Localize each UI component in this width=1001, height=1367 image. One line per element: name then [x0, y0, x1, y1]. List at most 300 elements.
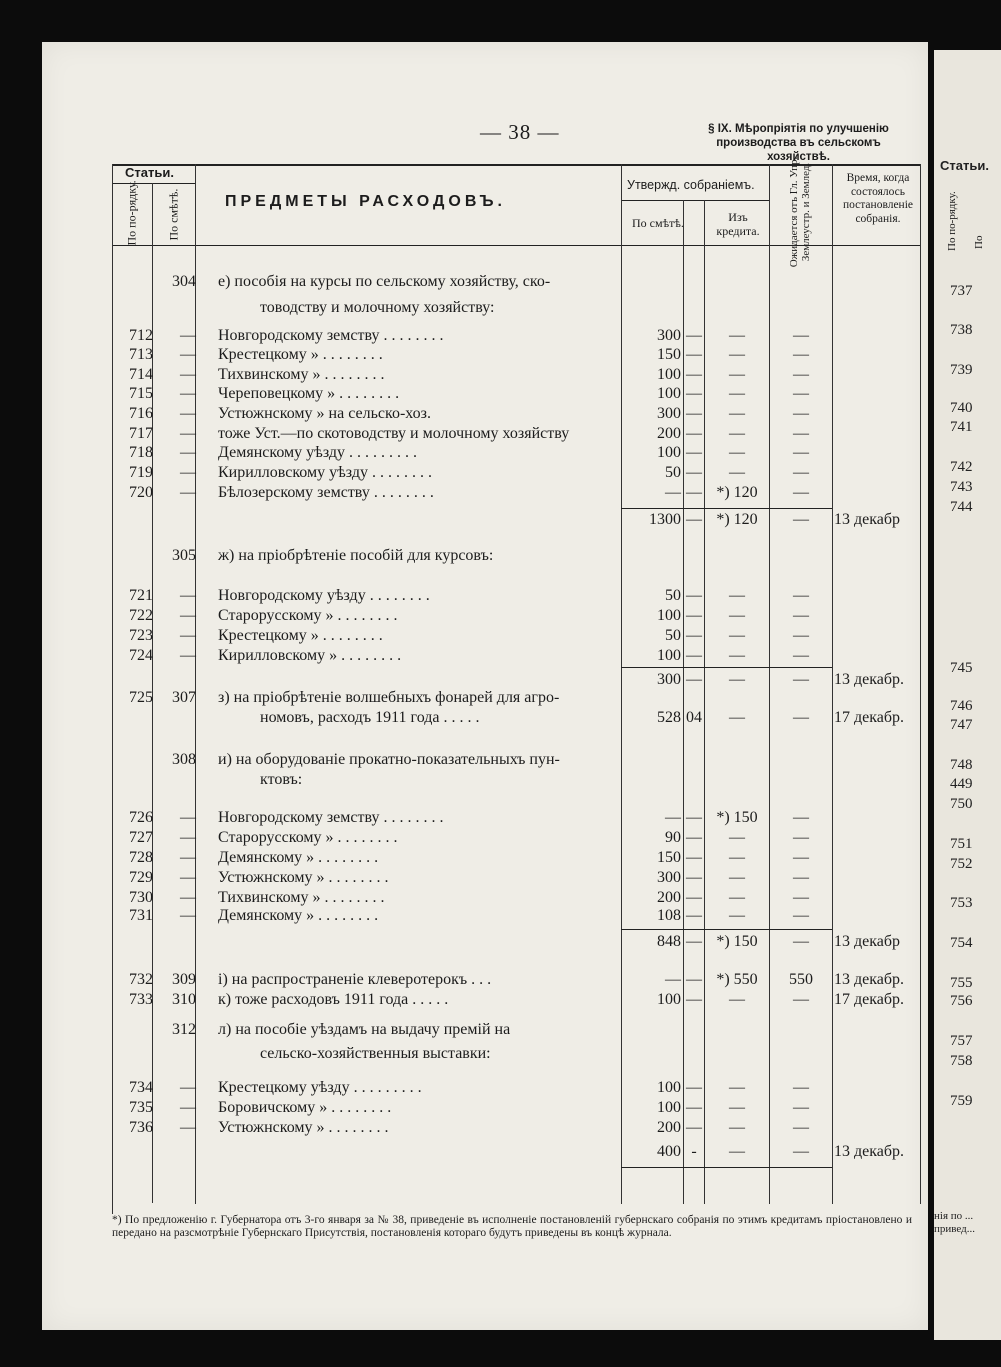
decision-date — [834, 298, 924, 317]
next-page-row-number: 740 — [950, 400, 973, 416]
amount-credit: — — [729, 907, 745, 924]
amount-kopecks: 04 — [686, 709, 702, 726]
next-page-row-number: 754 — [950, 935, 973, 951]
row-number: 727 — [129, 829, 153, 846]
amount-expected: — — [793, 671, 809, 688]
amount-expected: — — [793, 385, 809, 402]
page-number: — 38 — — [480, 120, 560, 144]
row-number: 723 — [129, 627, 153, 644]
amount-expected: — — [793, 366, 809, 383]
amount-expected: — — [793, 405, 809, 422]
amount-expected: — — [793, 849, 809, 866]
expense-item: тоже Уст.—по скотоводству и молочному хозяйству — [218, 425, 570, 442]
expense-item: Кирилловскому » . . . . . . . . — [218, 647, 402, 664]
expense-item: товодству и молочному хозяйству: — [260, 299, 495, 316]
smeta-number: — — [180, 366, 196, 383]
amount-kopecks: — — [686, 971, 702, 988]
amount-approved: 50 — [665, 587, 681, 604]
next-page-row-number: 752 — [950, 856, 973, 872]
header-predmety: ПРЕДМЕТЫ РАСХОДОВЪ. — [225, 193, 506, 210]
next-page-row-number: 745 — [950, 660, 973, 676]
amount-expected: — — [793, 444, 809, 461]
expense-item: номовъ, расходъ 1911 года . . . . . — [260, 709, 480, 726]
amount-expected — [770, 1020, 832, 1039]
amount-credit: — — [729, 627, 745, 644]
amount-kopecks: — — [686, 464, 702, 481]
row-number — [113, 298, 153, 317]
amount-kopecks: — — [686, 1099, 702, 1116]
section-title: § IX. Мѣропріятія по улучшенію производства въ сельскомъ хозяйствѣ. — [708, 123, 889, 163]
row-number — [113, 272, 153, 291]
next-page-row-number: 750 — [950, 796, 973, 812]
amount-expected: — — [793, 991, 809, 1008]
amount-kopecks: - — [691, 1143, 697, 1160]
row-number — [113, 670, 153, 689]
next-page-row-number: 747 — [950, 717, 973, 733]
row-number: 721 — [129, 587, 153, 604]
expense-item: Новгородскому земству . . . . . . . . — [218, 809, 444, 826]
expense-item: і) на распространеніе клеверотерокъ . . . — [218, 971, 492, 988]
amount-approved: 150 — [657, 849, 681, 866]
amount-expected — [770, 272, 832, 291]
amount-credit — [705, 750, 769, 769]
amount-credit: — — [729, 587, 745, 604]
decision-date — [834, 326, 924, 345]
amount-approved — [621, 546, 681, 565]
amount-credit — [705, 1020, 769, 1039]
header-iz-kredita: Изъ кредита. — [716, 210, 760, 238]
amount-approved: 200 — [657, 425, 681, 442]
amount-expected: — — [793, 607, 809, 624]
smeta-number: — — [180, 444, 196, 461]
row-number: 729 — [129, 869, 153, 886]
expense-item: Новгородскому земству . . . . . . . . — [218, 327, 444, 344]
smeta-number: 305 — [172, 547, 196, 564]
amount-kopecks: — — [686, 869, 702, 886]
amount-expected: — — [793, 484, 809, 501]
amount-credit — [705, 1044, 769, 1063]
amount-kopecks: — — [686, 829, 702, 846]
amount-expected: — — [793, 511, 809, 528]
row-number — [113, 708, 153, 727]
amount-approved: 200 — [657, 889, 681, 906]
header-po-poryadku: По по-рядку. — [124, 180, 139, 246]
amount-credit: — — [729, 405, 745, 422]
amount-approved: 100 — [657, 366, 681, 383]
smeta-number: — — [180, 346, 196, 363]
row-number — [113, 932, 153, 951]
amount-credit — [705, 546, 769, 565]
amount-expected: — — [793, 869, 809, 886]
expense-item: Череповецкому » . . . . . . . . — [218, 385, 400, 402]
decision-date — [834, 868, 924, 887]
header-ozhidaetsya: Ожидается отъ Гл. Упр. Землеустр. и Землед. — [788, 156, 812, 268]
decision-date — [834, 1098, 924, 1117]
amount-expected: — — [793, 1119, 809, 1136]
amount-approved: 200 — [657, 1119, 681, 1136]
amount-credit: — — [729, 709, 745, 726]
amount-approved: 150 — [657, 346, 681, 363]
row-number: 719 — [129, 464, 153, 481]
amount-kopecks — [684, 298, 704, 317]
smeta-number: — — [180, 627, 196, 644]
expense-item: Устюжнскому » . . . . . . . . — [218, 869, 389, 886]
amount-kopecks — [684, 770, 704, 789]
amount-approved: 100 — [657, 385, 681, 402]
amount-kopecks: — — [686, 366, 702, 383]
amount-approved — [621, 1020, 681, 1039]
amount-approved: 100 — [657, 1079, 681, 1096]
next-page-row-number: 751 — [950, 836, 973, 852]
amount-kopecks — [684, 750, 704, 769]
amount-kopecks: — — [686, 425, 702, 442]
row-number: 713 — [129, 346, 153, 363]
amount-expected — [770, 298, 832, 317]
decision-date — [834, 443, 924, 462]
decision-date — [834, 424, 924, 443]
subtotal-line-2 — [621, 667, 832, 668]
col-divider-7 — [832, 164, 833, 1204]
smeta-number — [153, 298, 196, 317]
amount-credit: *) 150 — [716, 809, 758, 826]
decision-date — [834, 345, 924, 364]
subtotal-line-3 — [621, 929, 832, 930]
amount-credit: — — [729, 607, 745, 624]
row-number: 720 — [129, 484, 153, 501]
row-number: 728 — [129, 849, 153, 866]
next-page-row-number: 748 — [950, 757, 973, 773]
amount-approved: 400 — [657, 1143, 681, 1160]
row-number: 718 — [129, 444, 153, 461]
row-number: 736 — [129, 1119, 153, 1136]
smeta-number: — — [180, 607, 196, 624]
amount-expected: — — [793, 464, 809, 481]
amount-approved — [621, 750, 681, 769]
expense-item: Устюжнскому » . . . . . . . . — [218, 1119, 389, 1136]
amount-kopecks — [684, 272, 704, 291]
amount-kopecks: — — [686, 385, 702, 402]
amount-credit: — — [729, 346, 745, 363]
amount-approved: 100 — [657, 607, 681, 624]
amount-credit: — — [729, 425, 745, 442]
decision-date — [834, 1078, 924, 1097]
amount-approved: 100 — [657, 1099, 681, 1116]
next-page-row-number: 739 — [950, 362, 973, 378]
decision-date — [834, 384, 924, 403]
smeta-number: — — [180, 1099, 196, 1116]
amount-credit — [705, 272, 769, 291]
smeta-number: — — [180, 849, 196, 866]
row-number: 735 — [129, 1099, 153, 1116]
expense-item: Старорусскому » . . . . . . . . — [218, 607, 398, 624]
amount-kopecks: — — [686, 933, 702, 950]
expense-item: Демянскому уѣзду . . . . . . . . . — [218, 444, 417, 461]
row-number: 722 — [129, 607, 153, 624]
header-vremya: Время, когда состоялось постановленіе собранія. — [842, 172, 914, 225]
amount-kopecks — [684, 688, 704, 707]
row-number: 717 — [129, 425, 153, 442]
decision-date — [834, 906, 924, 925]
amount-expected: — — [793, 425, 809, 442]
expense-item: Демянскому » . . . . . . . . — [218, 907, 379, 924]
row-number — [113, 1044, 153, 1063]
smeta-number: — — [180, 385, 196, 402]
amount-approved: 1300 — [649, 511, 681, 528]
next-page-row-number: 759 — [950, 1093, 973, 1109]
amount-approved: 300 — [657, 405, 681, 422]
expense-item: Кирилловскому уѣзду . . . . . . . . — [218, 464, 432, 481]
smeta-number: 307 — [172, 689, 196, 706]
amount-approved: 300 — [657, 327, 681, 344]
amount-expected — [770, 546, 832, 565]
next-page-row-number: 755 — [950, 975, 973, 991]
amount-credit: *) 120 — [716, 511, 758, 528]
next-page-row-number: 746 — [950, 698, 973, 714]
amount-expected: — — [793, 907, 809, 924]
next-page-row-number: 742 — [950, 459, 973, 475]
amount-kopecks: — — [686, 587, 702, 604]
decision-date — [834, 770, 924, 789]
row-number: 734 — [129, 1079, 153, 1096]
header-utverzhd: Утвержд. собраніемъ. — [627, 178, 755, 192]
amount-expected — [770, 688, 832, 707]
subtotal-line-1 — [621, 508, 832, 509]
amount-kopecks: — — [686, 511, 702, 528]
row-number: 730 — [129, 889, 153, 906]
decision-date — [834, 828, 924, 847]
decision-date — [834, 1118, 924, 1137]
amount-credit: — — [729, 829, 745, 846]
amount-credit: — — [729, 1143, 745, 1160]
row-number: 731 — [129, 907, 153, 924]
decision-date — [834, 1044, 924, 1063]
amount-kopecks: — — [686, 889, 702, 906]
row-number — [113, 750, 153, 769]
amount-kopecks: — — [686, 607, 702, 624]
next-page-row-number: 744 — [950, 499, 973, 515]
expense-item: Старорусскому » . . . . . . . . — [218, 829, 398, 846]
smeta-number: — — [180, 484, 196, 501]
utverzhd-divider — [621, 200, 769, 201]
expense-item: Боровичскому » . . . . . . . . — [218, 1099, 392, 1116]
decision-date — [834, 750, 924, 769]
decision-date: 13 декабр. — [834, 1143, 905, 1160]
smeta-number: 304 — [172, 273, 196, 290]
expense-item: Демянскому » . . . . . . . . — [218, 849, 379, 866]
expense-item: Бѣлозерскому земству . . . . . . . . — [218, 484, 434, 501]
amount-approved — [621, 272, 681, 291]
amount-expected: — — [793, 1143, 809, 1160]
decision-date: 13 декабр. — [834, 971, 905, 988]
row-number: 712 — [129, 327, 153, 344]
amount-expected: — — [793, 889, 809, 906]
amount-expected: — — [793, 1099, 809, 1116]
smeta-number: — — [180, 889, 196, 906]
amount-credit: — — [729, 385, 745, 402]
smeta-number: 310 — [172, 991, 196, 1008]
subtotal-line-4 — [621, 1167, 832, 1168]
amount-credit — [705, 688, 769, 707]
decision-date — [834, 848, 924, 867]
decision-date: 13 декабр — [834, 511, 901, 528]
smeta-number — [153, 932, 196, 951]
decision-date — [834, 483, 924, 502]
smeta-number — [153, 1044, 196, 1063]
amount-approved: — — [665, 484, 681, 501]
amount-kopecks: — — [686, 327, 702, 344]
smeta-number: — — [180, 425, 196, 442]
row-number — [113, 510, 153, 529]
amount-kopecks: — — [686, 1079, 702, 1096]
amount-kopecks — [684, 1044, 704, 1063]
expense-item: Новгородскому уѣзду . . . . . . . . — [218, 587, 430, 604]
smeta-number — [153, 1142, 196, 1161]
next-page-row-number: 757 — [950, 1033, 973, 1049]
row-number — [113, 546, 153, 565]
smeta-number: 308 — [172, 751, 196, 768]
decision-date — [834, 586, 924, 605]
expense-item — [218, 1142, 618, 1161]
decision-date: 17 декабр. — [834, 709, 905, 726]
amount-kopecks: — — [686, 1119, 702, 1136]
decision-date — [834, 888, 924, 907]
decision-date — [834, 626, 924, 645]
amount-approved: 100 — [657, 444, 681, 461]
amount-credit: — — [729, 849, 745, 866]
smeta-number: — — [180, 464, 196, 481]
amount-expected — [770, 770, 832, 789]
amount-kopecks: — — [686, 346, 702, 363]
next-page-row-number: 758 — [950, 1053, 973, 1069]
amount-kopecks: — — [686, 405, 702, 422]
amount-expected: — — [793, 1079, 809, 1096]
row-number: 725 — [129, 689, 153, 706]
decision-date — [834, 808, 924, 827]
amount-credit: — — [729, 1119, 745, 1136]
amount-kopecks: — — [686, 849, 702, 866]
amount-approved: 50 — [665, 464, 681, 481]
amount-credit: — — [729, 366, 745, 383]
amount-expected: — — [793, 809, 809, 826]
amount-approved — [621, 688, 681, 707]
amount-approved: 300 — [657, 671, 681, 688]
decision-date — [834, 606, 924, 625]
amount-credit — [705, 298, 769, 317]
amount-expected — [770, 1044, 832, 1063]
next-page-row-number: 753 — [950, 895, 973, 911]
amount-approved: — — [665, 809, 681, 826]
smeta-number: — — [180, 829, 196, 846]
amount-kopecks: — — [686, 809, 702, 826]
amount-kopecks: — — [686, 991, 702, 1008]
decision-date: 17 декабр. — [834, 991, 905, 1008]
smeta-number — [153, 770, 196, 789]
smeta-number: — — [180, 1079, 196, 1096]
next-page-row-number: 449 — [950, 776, 973, 792]
amount-approved: 100 — [657, 647, 681, 664]
amount-credit: — — [729, 1079, 745, 1096]
amount-kopecks: — — [686, 444, 702, 461]
row-number: 714 — [129, 366, 153, 383]
amount-kopecks: — — [686, 627, 702, 644]
expense-item: Крестецкому уѣзду . . . . . . . . . — [218, 1079, 422, 1096]
amount-kopecks — [684, 546, 704, 565]
expense-item: е) пособія на курсы по сельскому хозяйству, ско- — [218, 273, 551, 290]
amount-credit: *) 550 — [716, 971, 758, 988]
amount-credit: — — [729, 327, 745, 344]
expense-item — [218, 510, 618, 529]
amount-credit: — — [729, 671, 745, 688]
amount-expected: — — [793, 346, 809, 363]
amount-kopecks: — — [686, 671, 702, 688]
decision-date — [834, 272, 924, 291]
amount-expected: — — [793, 627, 809, 644]
amount-approved — [621, 1044, 681, 1063]
row-number — [113, 1142, 153, 1161]
smeta-number: — — [180, 647, 196, 664]
row-number: 724 — [129, 647, 153, 664]
decision-date — [834, 365, 924, 384]
decision-date — [834, 546, 924, 565]
expense-item: з) на пріобрѣтеніе волшебныхъ фонарей для агро- — [218, 689, 560, 706]
row-number: 715 — [129, 385, 153, 402]
amount-credit: — — [729, 444, 745, 461]
expense-item — [218, 932, 618, 951]
amount-credit — [705, 770, 769, 789]
amount-approved: 300 — [657, 869, 681, 886]
amount-approved — [621, 298, 681, 317]
amount-expected: — — [793, 933, 809, 950]
amount-credit: *) 150 — [716, 933, 758, 950]
row-number: 726 — [129, 809, 153, 826]
next-po: По — [973, 235, 985, 249]
decision-date — [834, 463, 924, 482]
amount-credit: — — [729, 869, 745, 886]
expense-item: сельско-хозяйственныя выставки: — [260, 1045, 491, 1062]
smeta-number: — — [180, 405, 196, 422]
amount-kopecks: — — [686, 647, 702, 664]
decision-date: 13 декабр — [834, 933, 901, 950]
amount-approved: 100 — [657, 991, 681, 1008]
amount-approved: 90 — [665, 829, 681, 846]
expense-item: Устюжнскому » на сельско-хоз. — [218, 405, 431, 422]
amount-credit: — — [729, 464, 745, 481]
header-statyi: Статьи. — [125, 165, 174, 180]
smeta-number: — — [180, 587, 196, 604]
smeta-number: — — [180, 907, 196, 924]
amount-approved: — — [665, 971, 681, 988]
row-number: 732 — [129, 971, 153, 988]
amount-expected: — — [793, 829, 809, 846]
expense-item: ж) на пріобрѣтеніе пособій для курсовъ: — [218, 547, 494, 564]
amount-expected: — — [793, 587, 809, 604]
row-number — [113, 1020, 153, 1039]
next-footer: нія по ... привед... — [934, 1210, 975, 1235]
expense-item — [218, 670, 618, 689]
amount-credit: — — [729, 889, 745, 906]
amount-expected: — — [793, 709, 809, 726]
expense-item: Крестецкому » . . . . . . . . — [218, 627, 383, 644]
next-page-row-number: 738 — [950, 322, 973, 338]
amount-expected: — — [793, 327, 809, 344]
amount-approved: 108 — [657, 907, 681, 924]
smeta-number: — — [180, 1119, 196, 1136]
smeta-number: 312 — [172, 1021, 196, 1038]
expense-item: ктовъ: — [260, 771, 303, 788]
decision-date — [834, 646, 924, 665]
amount-expected: — — [793, 647, 809, 664]
smeta-number: — — [180, 869, 196, 886]
